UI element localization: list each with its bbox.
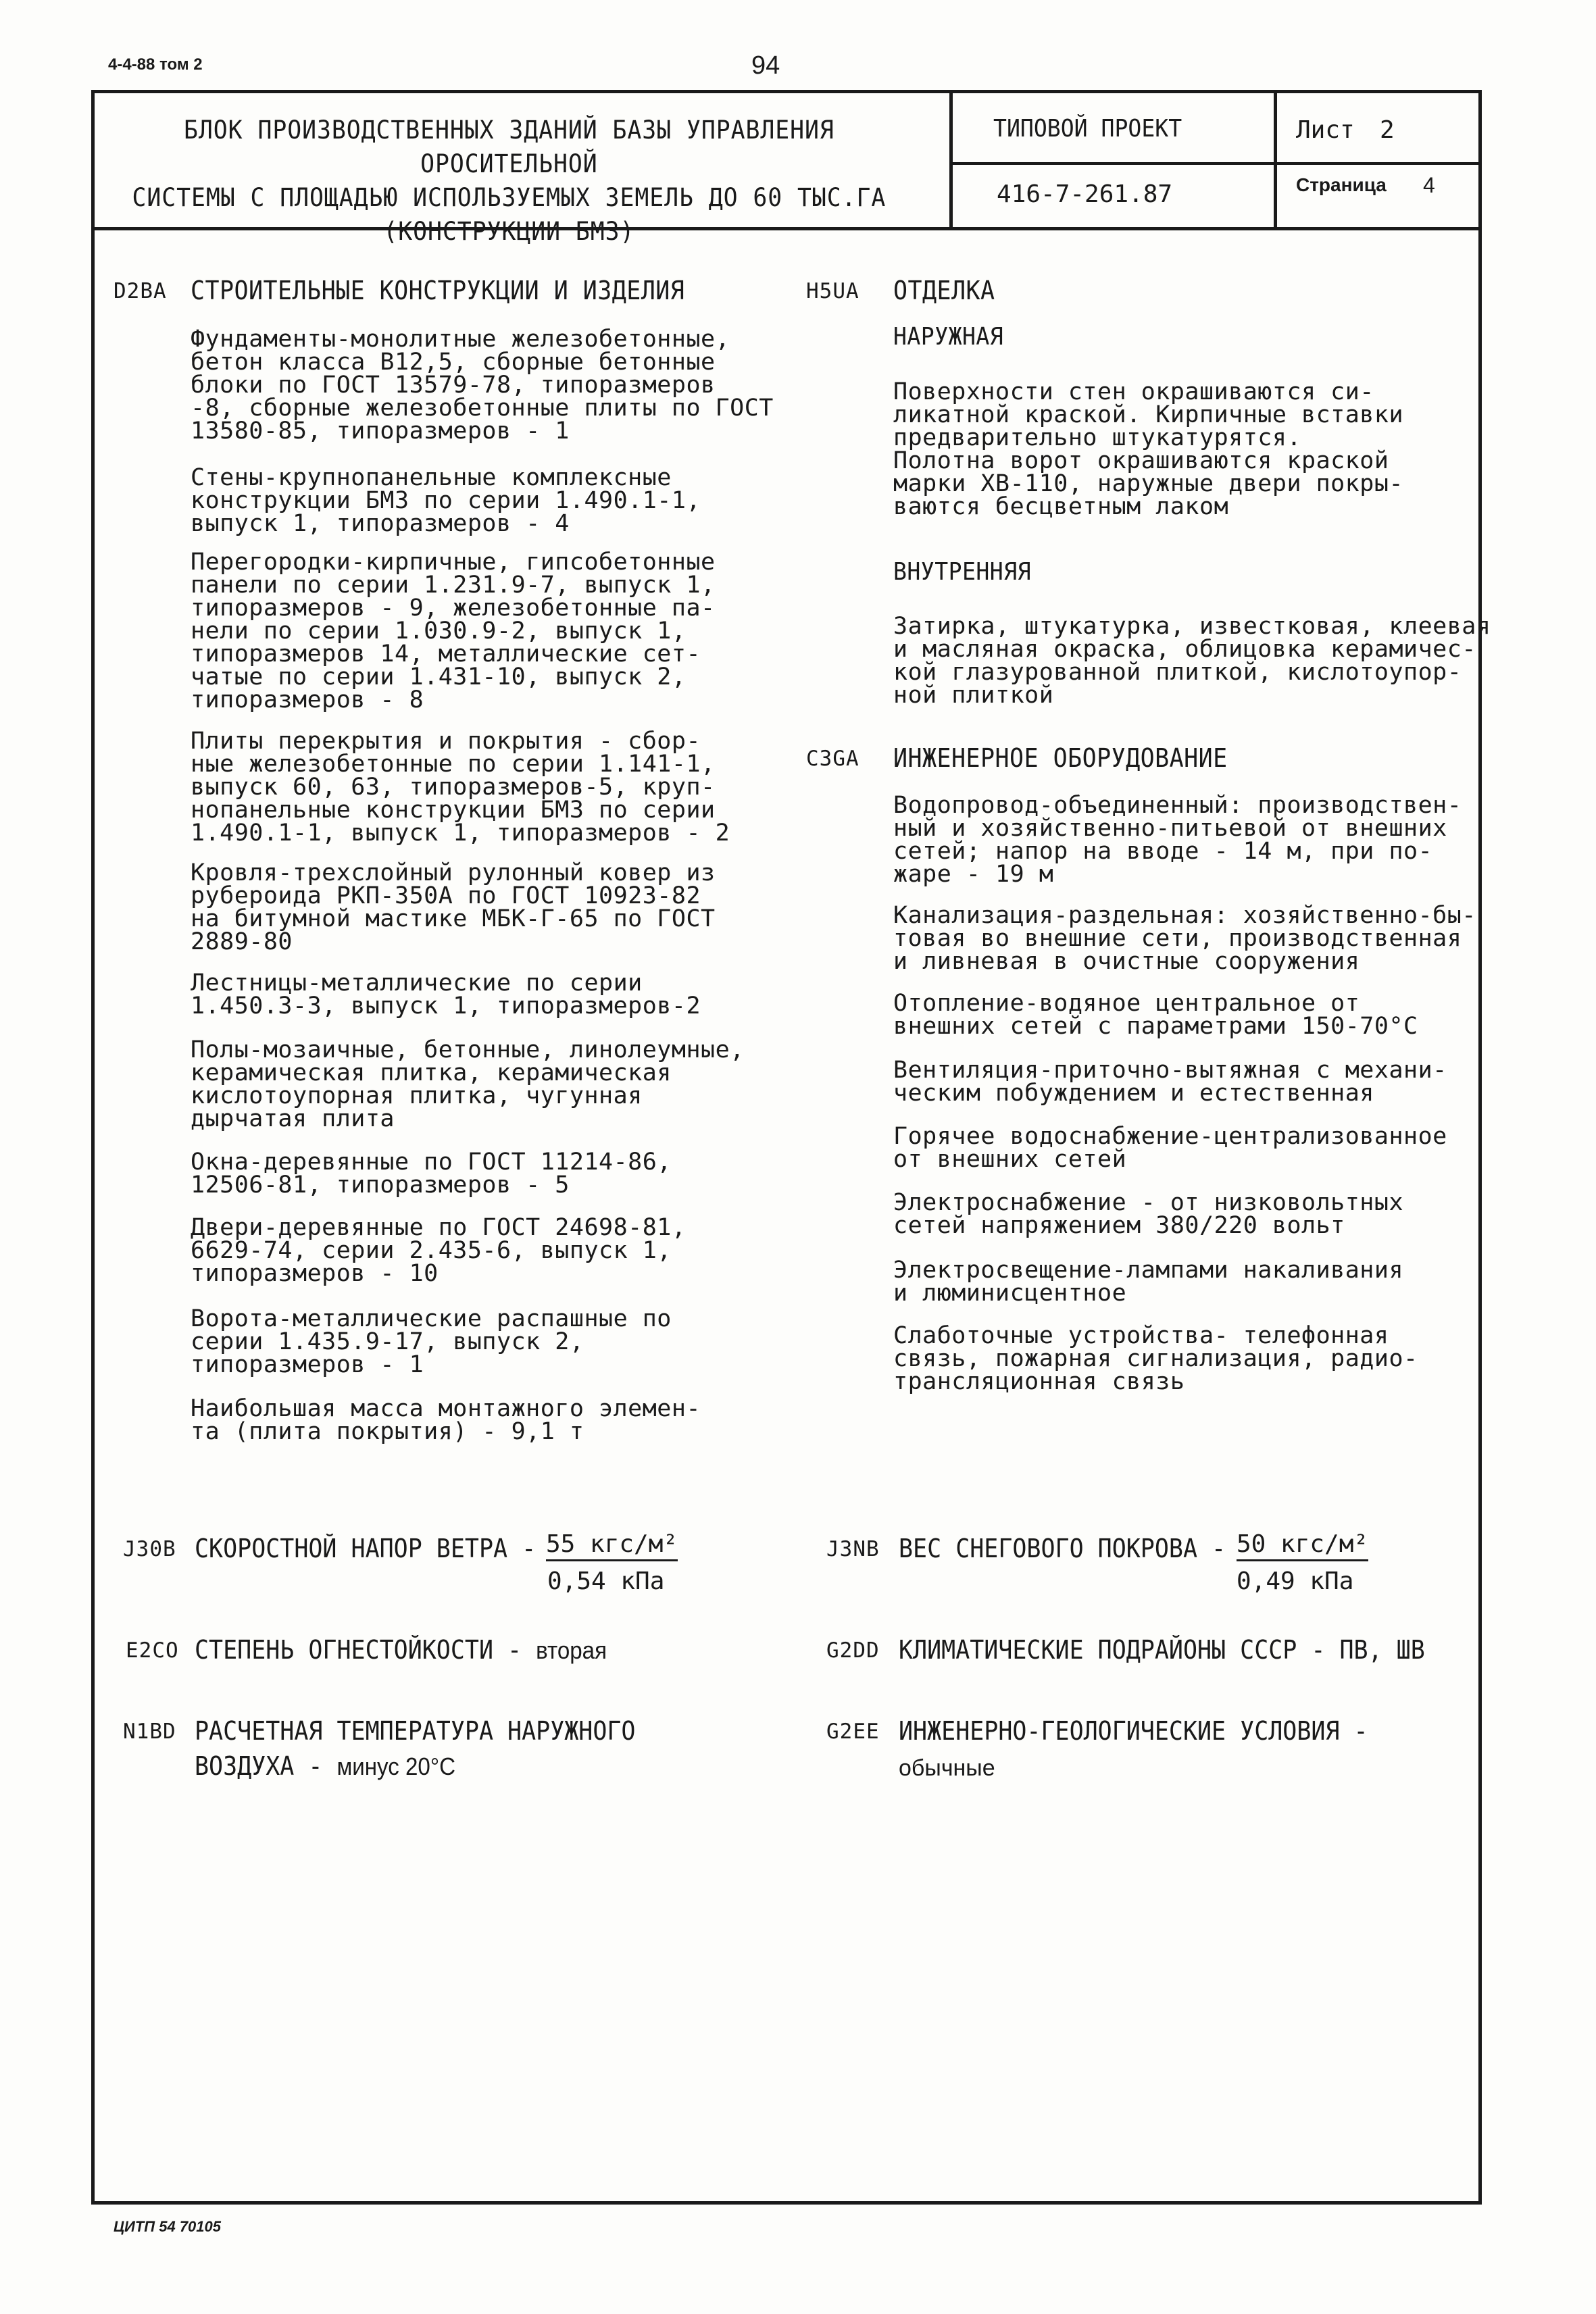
finish-heading: ОТДЕЛКА	[893, 276, 995, 305]
finish-outer-heading: НАРУЖНАЯ	[893, 323, 1004, 351]
document-title	[122, 114, 897, 249]
temperature-value: минус 20°С	[336, 1753, 456, 1780]
geology-value: обычные	[899, 1755, 995, 1781]
title-block-hline	[949, 162, 1482, 165]
construction-item-foundations: Фундаменты-монолитные железобетонные, бетон класса В12,5, сборные бетонные блоки по ГОСТ 13579-78, типоразмеров -8, сборные железобетонные плиты по ГОСТ 13580-85, типоразмеров - 1	[191, 326, 774, 445]
temperature-label-text: ВОЗДУХА -	[195, 1751, 323, 1781]
title-line-3: (КОНСТРУКЦИИ БМЗ)	[383, 217, 635, 246]
project-label: ТИПОВОЙ ПРОЕКТ	[993, 115, 1182, 143]
equipment-item-lighting: Электросвещение-лампами накаливания и люминисцентное	[893, 1257, 1404, 1307]
sheet-label: Лист	[1296, 116, 1355, 144]
wind-code: J30B	[123, 1537, 176, 1561]
equipment-code: C3GA	[806, 747, 859, 771]
page-label: Страница	[1296, 174, 1387, 195]
geology-label: ИНЖЕНЕРНО-ГЕОЛОГИЧЕСКИЕ УСЛОВИЯ -	[899, 1716, 1368, 1746]
equipment-item-hot-water: Горячее водоснабжение-централизованное от внешних сетей	[893, 1123, 1447, 1173]
temperature-code: N1BD	[123, 1719, 176, 1744]
snow-denominator: 0,49 кПа	[1237, 1567, 1354, 1595]
snow-label: ВЕС СНЕГОВОГО ПОКРОВА -	[899, 1534, 1226, 1563]
construction-item-max-mass: Наибольшая масса монтажного элемен- та (плита покрытия) - 9,1 т	[191, 1395, 701, 1445]
snow-numerator	[1237, 1530, 1368, 1558]
title-line-2: СИСТЕМЫ С ПЛОЩАДЬЮ ИСПОЛЬЗУЕМЫХ ЗЕМЕЛЬ ДО 60 ТЫС.ГА	[132, 183, 887, 212]
fire-label	[195, 1635, 607, 1665]
construction-item-doors: Двери-деревянные по ГОСТ 24698-81, 6629-74, серии 2.435-6, выпуск 1, типоразмеров - 10	[191, 1214, 687, 1287]
construction-item-stairs: Лестницы-металлические по серии 1.450.3-3, выпуск 1, типоразмеров-2	[191, 970, 701, 1020]
climate-code: G2DD	[826, 1638, 880, 1663]
snow-code: J3NB	[826, 1537, 880, 1561]
title-block-vline-1	[949, 90, 953, 228]
equipment-item-heating: Отопление-водяное центральное от внешних сетей с параметрами 150-70°С	[893, 990, 1418, 1040]
finish-outer-text: Поверхности стен окрашиваются си- ликатной краской. Кирпичные вставки предварительно штукатурятся. Полотна ворот окрашиваются краской марки ХВ-110, наружные двери покры- ваются бесцветным лаком	[893, 378, 1404, 520]
temperature-label-line2	[195, 1751, 455, 1781]
equipment-item-low-current: Слаботочные устройства- телефонная связь, пожарная сигнализация, радио- трансляционная связь	[893, 1322, 1418, 1395]
construction-item-walls: Стены-крупнопанельные комплексные конструкции БМЗ по серии 1.490.1-1, выпуск 1, типоразмеров - 4	[191, 464, 701, 537]
title-line-1: БЛОК ПРОИЗВОДСТВЕННЫХ ЗДАНИЙ БАЗЫ УПРАВЛЕНИЯ ОРОСИТЕЛЬНОЙ	[184, 116, 834, 178]
page-value: 4	[1423, 173, 1435, 197]
construction-heading: СТРОИТЕЛЬНЫЕ КОНСТРУКЦИИ И ИЗДЕЛИЯ	[191, 276, 685, 305]
equipment-item-ventilation: Вентиляция-приточно-вытяжная с механи- ческим побуждением и естественная	[893, 1057, 1447, 1107]
construction-item-slabs: Плиты перекрытия и покрытия - сбор- ные железобетонные по серии 1.141-1, выпуск 60, 63, типоразмеров-5, круп- нопанельные конструкции БМЗ по серии 1.490.1-1, выпуск 1, типоразмеров - 2	[191, 728, 730, 847]
equipment-item-power: Электроснабжение - от низковольтных сетей напряжением 380/220 вольт	[893, 1189, 1404, 1239]
wind-numerator-value: 55 кгс/м²	[546, 1530, 678, 1561]
finish-inner-heading: ВНУТРЕННЯЯ	[893, 558, 1032, 586]
finish-inner-text: Затирка, штукатурка, известковая, клеевая и масляная окраска, облицовка керамичес- кой глазурованной плиткой, кислотоупор- ной плиткой	[893, 613, 1491, 709]
equipment-heading: ИНЖЕНЕРНОЕ ОБОРУДОВАНИЕ	[893, 743, 1228, 773]
climate-label: КЛИМАТИЧЕСКИЕ ПОДРАЙОНЫ СССР - ПВ, ШВ	[899, 1635, 1425, 1665]
project-number: 416-7-261.87	[997, 180, 1173, 208]
construction-item-floors: Полы-мозаичные, бетонные, линолеумные, керамическая плитка, керамическая кислотоупорная плитка, чугунная дырчатая плита	[191, 1036, 745, 1132]
wind-label: СКОРОСТНОЙ НАПОР ВЕТРА -	[195, 1534, 537, 1563]
fire-code: E2CO	[126, 1638, 179, 1663]
temperature-label-line1: РАСЧЕТНАЯ ТЕМПЕРАТУРА НАРУЖНОГО	[195, 1716, 636, 1746]
construction-item-gates: Ворота-металлические распашные по серии 1.435.9-17, выпуск 2, типоразмеров - 1	[191, 1305, 672, 1378]
series-reference: 4-4-88 том 2	[108, 55, 203, 74]
snow-numerator-value: 50 кгс/м²	[1237, 1530, 1368, 1561]
equipment-item-sewerage: Канализация-раздельная: хозяйственно-бы- товая во внешние сети, производственная и ливневая в очистные сооружения	[893, 902, 1476, 975]
fire-label-text: СТЕПЕНЬ ОГНЕСТОЙКОСТИ -	[195, 1635, 522, 1665]
wind-denominator: 0,54 кПа	[547, 1567, 665, 1595]
fire-value: вторая	[536, 1636, 607, 1664]
construction-item-windows: Окна-деревянные по ГОСТ 11214-86, 12506-81, типоразмеров - 5	[191, 1149, 672, 1199]
equipment-item-water: Водопровод-объединенный: производствен- ный и хозяйственно-питьевой от внешних сетей; напор на вводе - 14 м, при по- жаре - 19 м	[893, 792, 1462, 888]
page-number: 94	[751, 51, 780, 80]
construction-item-roof: Кровля-трехслойный рулонный ковер из рубероида РКП-350А по ГОСТ 10923-82 на битумной мастике МБК-Г-65 по ГОСТ 2889-80	[191, 859, 716, 955]
finish-code: H5UA	[806, 279, 859, 303]
wind-numerator	[546, 1530, 678, 1558]
construction-item-partitions: Перегородки-кирпичные, гипсобетонные панели по серии 1.231.9-7, выпуск 1, типоразмеров - 9, железобетонные па- нели по серии 1.030.9-2, выпуск 1, типоразмеров 14, металлические сет- чатые по серии 1.431-10, выпуск 2, типоразмеров - 8	[191, 549, 716, 713]
construction-code: D2BA	[114, 279, 167, 303]
sheet-value: 2	[1380, 116, 1395, 144]
title-block-vline-2	[1274, 90, 1277, 228]
footer-stamp: ЦИТП 54 70105	[114, 2218, 221, 2235]
geology-code: G2EE	[826, 1719, 880, 1744]
